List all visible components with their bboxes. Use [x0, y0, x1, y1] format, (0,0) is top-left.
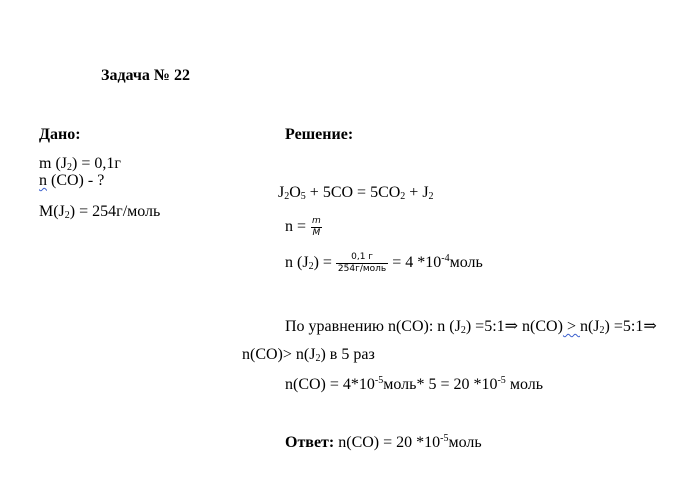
reaction-equation: $J_2O_5 + 5CO = 5CO_2 + J_2$ [278, 184, 434, 202]
calc-fraction: $\frac{0,1 г}{\text{254г/моль}}$ [337, 251, 387, 274]
spellcheck-underline: n [39, 172, 47, 189]
given-mass: m $(J_2) = 0,1г$ [39, 155, 121, 173]
answer-line: Ответ: n(CO) = 20 $*10^{-5}моль$ [285, 433, 482, 451]
amount-calculation: n $(J_2)$ = $\frac{0,1 г}{\text{254г/моль}}$ = 4 $*10^{-4}моль$ [285, 251, 483, 274]
amount-formula: n = $\frac{m}{M}$ [285, 215, 321, 238]
ratio-line: По уравнению n(CO): n $(J_2)$ =5:1⇒ $n(CO) > n(J_2)$ =5:1⇒ [285, 318, 657, 336]
co-amount-result: $n(CO) = 4*10^{-5}моль*$ 5 = 20 $*10^{-5}$ моль [285, 375, 544, 393]
formula-fraction: $\frac{m}{M}$ [312, 215, 321, 238]
given-unknown: n (CO) - ? [39, 172, 105, 189]
solution-heading: Решение: [285, 126, 354, 143]
spellcheck-underline: > [562, 318, 580, 335]
given-heading: Дано: [39, 126, 81, 143]
given-molar-mass: $M(J_2)$ = 254г/моль [39, 203, 161, 221]
ratio-conclusion: $n(CO)> n(J_2)$ в 5 раз [242, 346, 375, 364]
task-title: Задача № 22 [101, 67, 190, 84]
